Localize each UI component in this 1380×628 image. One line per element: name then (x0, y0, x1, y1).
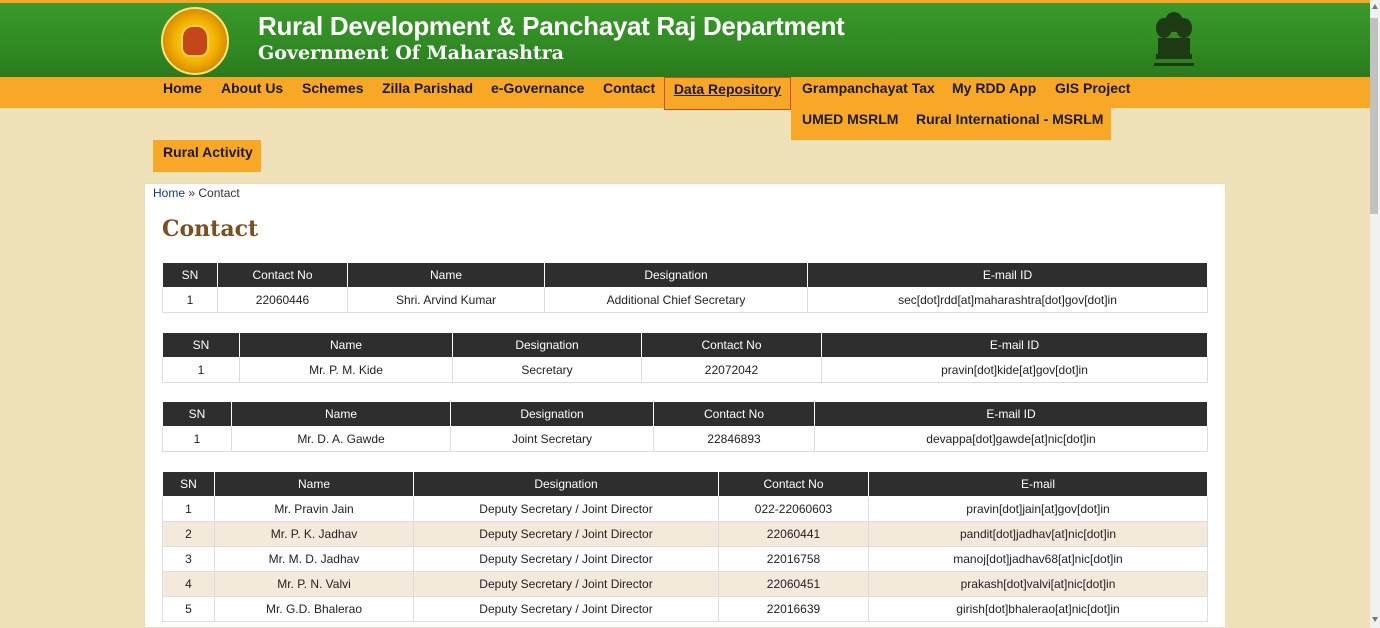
col-contact-no: Contact No (654, 402, 815, 427)
breadcrumb-sep: » (188, 186, 196, 200)
cell-sn: 2 (163, 522, 215, 547)
cell-email: pravin[dot]kide[at]gov[dot]in (822, 358, 1208, 383)
cell-email: girish[dot]bhalerao[at]nic[dot]in (869, 597, 1208, 622)
col-designation: Designation (451, 402, 654, 427)
table-row (163, 288, 1208, 313)
col-sn: SN (163, 333, 240, 358)
table-row (163, 522, 1208, 547)
nav-schemes[interactable]: Schemes (302, 80, 364, 96)
nav-umed-msrlm[interactable]: UMED MSRLM (802, 111, 899, 127)
page-title: Contact (162, 216, 259, 242)
cell-name: Mr. M. D. Jadhav (215, 547, 414, 572)
table-row (163, 597, 1208, 622)
nav-e-governance[interactable]: e-Governance (491, 80, 585, 96)
table-row (163, 572, 1208, 597)
cell-email: manoj[dot]jadhav68[at]nic[dot]in (869, 547, 1208, 572)
cell-contact: 22060441 (719, 522, 869, 547)
col-sn: SN (163, 472, 215, 497)
cell-designation: Deputy Secretary / Joint Director (414, 547, 719, 572)
contact-table-joint-secretary (162, 401, 1208, 452)
nav-gis-project[interactable]: GIS Project (1055, 80, 1131, 96)
cell-contact: 22072042 (642, 358, 822, 383)
contact-table-acs (162, 262, 1208, 313)
cell-designation: Deputy Secretary / Joint Director (414, 522, 719, 547)
site-header (0, 0, 1370, 77)
nav-home[interactable]: Home (163, 80, 202, 96)
nav-rural-international[interactable]: Rural International - MSRLM (916, 111, 1104, 127)
site-subtitle: Government Of Maharashtra (258, 42, 564, 64)
col-contact-no: Contact No (642, 333, 822, 358)
cell-name: Mr. P. K. Jadhav (215, 522, 414, 547)
cell-designation: Joint Secretary (451, 427, 654, 452)
nav-second-row (791, 108, 1111, 140)
cell-designation: Deputy Secretary / Joint Director (414, 572, 719, 597)
table-row (163, 497, 1208, 522)
cell-name: Mr. D. A. Gawde (232, 427, 451, 452)
nav-rural-activity[interactable] (153, 140, 261, 172)
col-sn: SN (163, 263, 218, 288)
table-row (163, 427, 1208, 452)
cell-email: pandit[dot]jadhav[at]nic[dot]in (869, 522, 1208, 547)
nav-rural-activity-label: Rural Activity (163, 144, 253, 160)
nav-my-rdd-app[interactable]: My RDD App (952, 80, 1037, 96)
cell-contact: 22016639 (719, 597, 869, 622)
cell-contact: 22846893 (654, 427, 815, 452)
col-email: E-mail ID (822, 333, 1208, 358)
page-scrollbar[interactable] (1370, 0, 1380, 628)
cell-contact: 022-22060603 (719, 497, 869, 522)
cell-contact: 22060446 (218, 288, 348, 313)
contact-table-secretary (162, 332, 1208, 383)
cell-name: Shri. Arvind Kumar (348, 288, 545, 313)
cell-email: devappa[dot]gawde[at]nic[dot]in (815, 427, 1208, 452)
cell-designation: Secretary (453, 358, 642, 383)
col-designation: Designation (545, 263, 808, 288)
cell-email: pravin[dot]jain[at]gov[dot]in (869, 497, 1208, 522)
cell-sn: 5 (163, 597, 215, 622)
cell-name: Mr. G.D. Bhalerao (215, 597, 414, 622)
cell-sn: 1 (163, 427, 232, 452)
cell-sn: 1 (163, 497, 215, 522)
cell-email: sec[dot]rdd[at]maharashtra[dot]gov[dot]in (808, 288, 1208, 313)
col-email: E-mail (869, 472, 1208, 497)
nav-grampanchayat-tax[interactable]: Grampanchayat Tax (802, 80, 935, 96)
cell-sn: 3 (163, 547, 215, 572)
col-name: Name (240, 333, 453, 358)
scroll-down-arrow-icon[interactable] (1372, 617, 1378, 622)
table-row (163, 547, 1208, 572)
cell-designation: Additional Chief Secretary (545, 288, 808, 313)
breadcrumb-current: Contact (198, 186, 240, 200)
cell-sn: 1 (163, 288, 218, 313)
table-row (163, 358, 1208, 383)
col-designation: Designation (414, 472, 719, 497)
col-designation: Designation (453, 333, 642, 358)
scroll-up-arrow-icon[interactable] (1372, 4, 1378, 9)
col-name: Name (215, 472, 414, 497)
breadcrumb-home[interactable]: Home (153, 186, 186, 200)
col-sn: SN (163, 402, 232, 427)
nav-data-repository[interactable] (664, 77, 791, 110)
col-email: E-mail ID (815, 402, 1208, 427)
nav-about-us[interactable]: About Us (221, 80, 284, 96)
cell-name: Mr. Pravin Jain (215, 497, 414, 522)
cell-designation: Deputy Secretary / Joint Director (414, 597, 719, 622)
cell-name: Mr. P. M. Kide (240, 358, 453, 383)
maharashtra-seal-icon[interactable] (161, 7, 229, 75)
col-name: Name (348, 263, 545, 288)
col-contact-no: Contact No (218, 263, 348, 288)
contact-table-deputy (162, 471, 1208, 622)
breadcrumb (153, 186, 240, 200)
cell-name: Mr. P. N. Valvi (215, 572, 414, 597)
cell-email: prakash[dot]valvi[at]nic[dot]in (869, 572, 1208, 597)
col-contact-no: Contact No (719, 472, 869, 497)
cell-sn: 1 (163, 358, 240, 383)
cell-contact: 22060451 (719, 572, 869, 597)
site-title: Rural Development & Panchayat Raj Department (258, 11, 845, 41)
nav-contact[interactable]: Contact (603, 80, 656, 96)
cell-designation: Deputy Secretary / Joint Director (414, 497, 719, 522)
scroll-thumb[interactable] (1370, 18, 1378, 214)
national-emblem-icon (1148, 8, 1200, 74)
nav-data-repository-label: Data Repository (673, 81, 782, 97)
nav-zilla-parishad[interactable]: Zilla Parishad (382, 80, 474, 96)
col-email: E-mail ID (808, 263, 1208, 288)
col-name: Name (232, 402, 451, 427)
cell-sn: 4 (163, 572, 215, 597)
cell-contact: 22016758 (719, 547, 869, 572)
